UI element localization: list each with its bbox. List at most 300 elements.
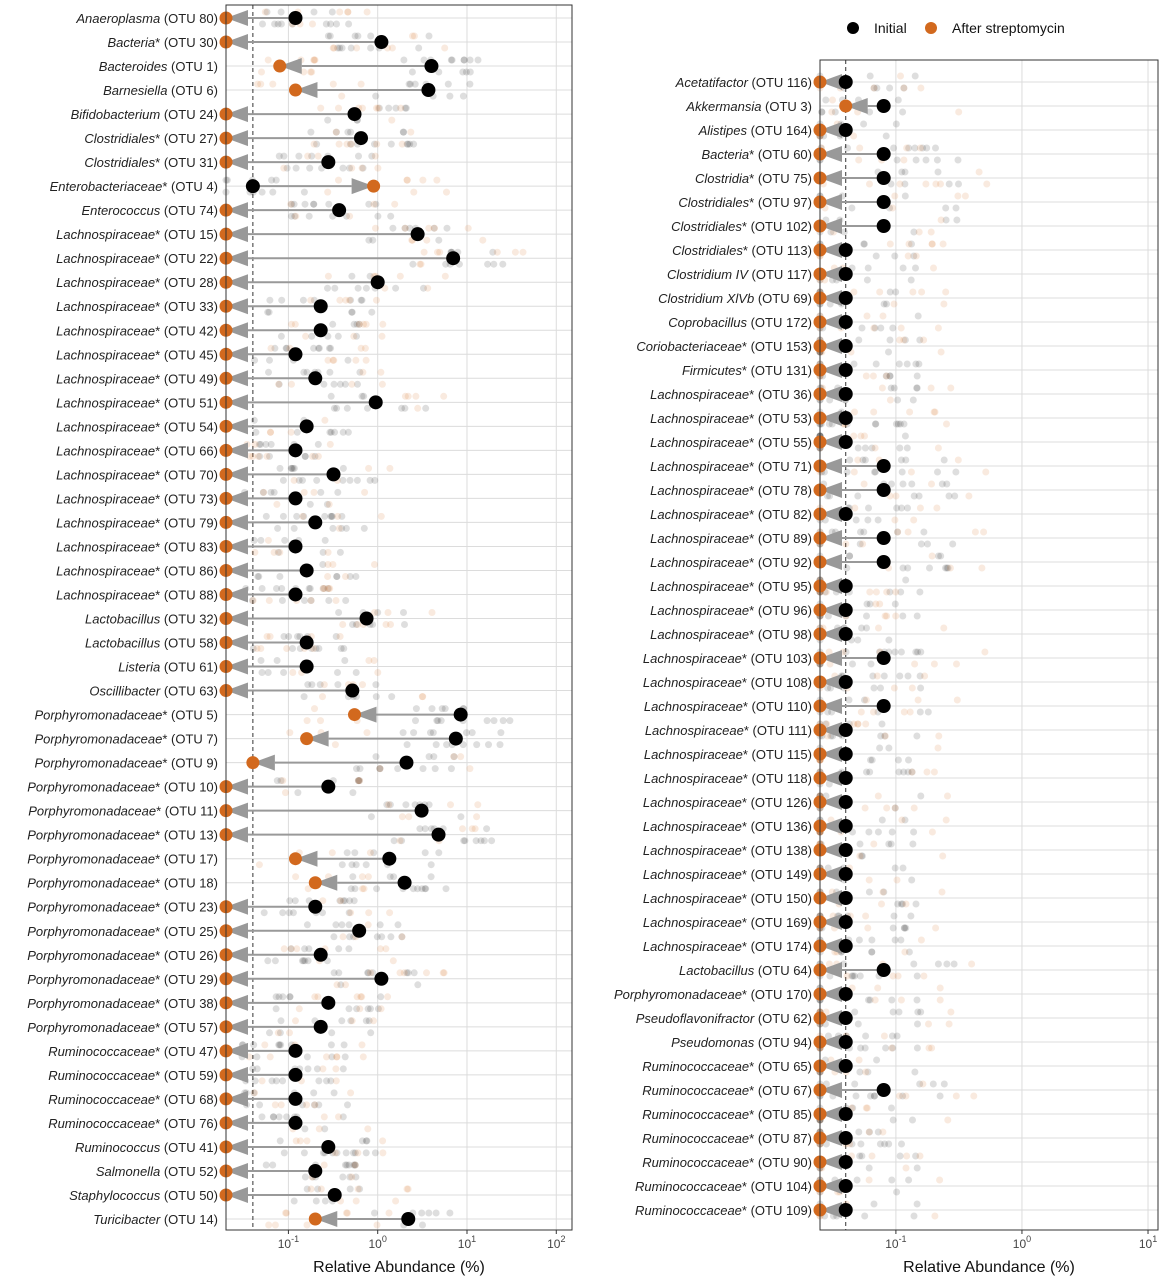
sample-point-initial [324, 117, 331, 124]
taxon-name: Enterococcus [81, 203, 161, 219]
sample-point-initial [446, 93, 453, 100]
sample-point-after [932, 925, 939, 932]
sample-point-after [928, 385, 935, 392]
sample-point-initial [914, 973, 921, 980]
sample-point-after [264, 633, 271, 640]
sample-point-after [862, 913, 869, 920]
unclassified-star: * [749, 483, 755, 498]
sample-point-after [371, 201, 378, 208]
sample-point-initial [902, 457, 909, 464]
sample-point-initial [923, 157, 930, 164]
sample-point-initial [338, 645, 345, 652]
initial-mean-point [308, 1164, 322, 1178]
row-label [650, 387, 812, 402]
sample-point-initial [306, 585, 313, 592]
sample-point-initial [301, 597, 308, 604]
sample-point-initial [843, 565, 850, 572]
sample-point-after [273, 501, 280, 508]
sample-point-after [292, 873, 299, 880]
sample-point-after [870, 709, 877, 716]
sample-point-after [252, 441, 259, 448]
sample-point-initial [891, 649, 898, 656]
otu-id: (OTU 50) [160, 1187, 218, 1203]
row-label [650, 411, 812, 426]
sample-point-after [367, 849, 374, 856]
unclassified-star: * [742, 771, 748, 786]
row-label [675, 75, 812, 90]
sample-point-after [943, 421, 950, 428]
row-label [671, 1035, 812, 1050]
sample-point-after [955, 457, 962, 464]
sample-point-after [330, 357, 337, 364]
taxon-name: Porphyromonadaceae [27, 923, 156, 939]
unclassified-star: * [749, 603, 755, 618]
sample-point-initial [315, 441, 322, 448]
row-label [69, 1188, 218, 1203]
sample-point-initial [400, 729, 407, 736]
sample-point-initial [269, 189, 276, 196]
sample-point-after [378, 1005, 385, 1012]
initial-mean-point [877, 1083, 891, 1097]
sample-point-initial [893, 121, 900, 128]
otu-id: (OTU 18) [160, 875, 218, 891]
sample-point-initial [844, 469, 851, 476]
sample-point-after [356, 321, 363, 328]
sample-point-initial [338, 921, 345, 928]
sample-point-after [333, 129, 340, 136]
sample-point-initial [857, 1141, 864, 1148]
sample-point-initial [866, 1165, 873, 1172]
tick-base: 10 [885, 1237, 899, 1251]
sample-point-initial [353, 861, 360, 868]
row-label [56, 419, 218, 434]
sample-point-initial [894, 397, 901, 404]
sample-point-after [898, 997, 905, 1004]
taxon-name: Ruminococcaceae [642, 1131, 750, 1146]
otu-id: (OTU 26) [160, 947, 218, 963]
sample-point-initial [266, 1029, 273, 1036]
sample-point-after [900, 157, 907, 164]
row-label [56, 467, 218, 482]
sample-point-initial [905, 1177, 912, 1184]
unclassified-star: * [155, 467, 161, 483]
sample-point-initial [942, 205, 949, 212]
sample-point-initial [279, 909, 286, 916]
otu-id: (OTU 60) [754, 147, 812, 162]
sample-point-initial [409, 69, 416, 76]
sample-point-initial [890, 1117, 897, 1124]
initial-mean-point [308, 900, 322, 914]
sample-point-initial [438, 717, 445, 724]
sample-point-initial [293, 165, 300, 172]
sample-point-initial [268, 489, 275, 496]
sample-point-after [894, 877, 901, 884]
sample-point-initial [889, 829, 896, 836]
sample-point-initial [912, 73, 919, 80]
sample-point-after [888, 1045, 895, 1052]
sample-point-initial [902, 169, 909, 176]
sample-point-initial [910, 829, 917, 836]
sample-point-initial [897, 1153, 904, 1160]
row-label [650, 579, 812, 594]
sample-point-after [307, 297, 314, 304]
taxon-name: Lachnospiraceae [56, 563, 156, 579]
taxon-name: Barnesiella [103, 83, 168, 99]
unclassified-star: * [741, 1203, 747, 1218]
sample-point-after [459, 825, 466, 832]
initial-mean-point [877, 555, 891, 569]
initial-mean-point [839, 771, 853, 785]
sample-point-after [925, 1021, 932, 1028]
sample-point-after [353, 1198, 360, 1205]
sample-point-initial [352, 885, 359, 892]
unclassified-star: * [749, 387, 755, 402]
initial-mean-point [839, 939, 853, 953]
sample-point-initial [886, 85, 893, 92]
sample-point-initial [430, 753, 437, 760]
sample-point-after [386, 1210, 393, 1217]
sample-point-after [851, 505, 858, 512]
sample-point-initial [935, 553, 942, 560]
sample-point-after [882, 733, 889, 740]
initial-mean-point [288, 1068, 302, 1082]
otu-id: (OTU 108) [746, 675, 812, 690]
sample-point-initial [278, 297, 285, 304]
sample-point-after [329, 849, 336, 856]
taxon-name: Lachnospiraceae [56, 515, 156, 531]
sample-point-after [323, 1053, 330, 1060]
initial-mean-point [360, 612, 374, 626]
otu-id: (OTU 47) [160, 1043, 218, 1059]
sample-point-after [915, 697, 922, 704]
tick-base: 10 [1138, 1237, 1153, 1251]
sample-point-after [365, 921, 372, 928]
unclassified-star: * [155, 923, 161, 939]
sample-point-initial [905, 673, 912, 680]
unclassified-star: * [749, 1131, 755, 1146]
row-label [56, 299, 218, 314]
sample-point-initial [951, 961, 958, 968]
sample-point-after [391, 201, 398, 208]
sample-point-initial [346, 1005, 353, 1012]
sample-point-initial [335, 945, 342, 952]
sample-point-initial [888, 997, 895, 1004]
row-label [89, 684, 218, 699]
sample-point-after [919, 1081, 926, 1088]
sample-point-after [423, 969, 430, 976]
sample-point-initial [276, 573, 283, 580]
unclassified-star: * [749, 1107, 755, 1122]
initial-mean-point [314, 323, 328, 337]
otu-id: (OTU 62) [754, 1011, 812, 1026]
sample-point-after [930, 265, 937, 272]
sample-point-initial [294, 789, 301, 796]
otu-id: (OTU 59) [160, 1067, 218, 1083]
row-label [27, 972, 218, 987]
sample-point-after [876, 289, 883, 296]
sample-point-after [251, 1089, 258, 1096]
sample-point-after [870, 409, 877, 416]
sample-point-initial [317, 489, 324, 496]
row-label [93, 1212, 218, 1227]
sample-point-initial [331, 381, 338, 388]
sample-point-after [336, 141, 343, 148]
sample-point-initial [259, 585, 266, 592]
taxon-name: Porphyromonadaceae [27, 1019, 156, 1035]
legend-after-marker [925, 22, 937, 34]
sample-point-after [922, 181, 929, 188]
unclassified-star: * [749, 1083, 755, 1098]
sample-point-after [905, 253, 912, 260]
sample-point-after [332, 741, 339, 748]
taxon-name: Lachnospiraceae [642, 939, 742, 954]
sample-point-initial [846, 457, 853, 464]
sample-point-after [361, 885, 368, 892]
sample-point-initial [908, 877, 915, 884]
otu-id: (OTU 96) [754, 603, 812, 618]
sample-point-initial [276, 153, 283, 160]
initial-mean-point [839, 867, 853, 881]
otu-id: (OTU 76) [160, 1115, 218, 1131]
taxon-name: Pseudomonas [671, 1035, 755, 1050]
otu-id: (OTU 13) [160, 827, 218, 843]
taxon-name: Lactobacillus [679, 963, 755, 978]
otu-id: (OTU 136) [746, 819, 812, 834]
sample-point-initial [900, 865, 907, 872]
sample-point-after [397, 273, 404, 280]
sample-point-after [855, 157, 862, 164]
row-label [636, 339, 812, 354]
sample-point-after [359, 873, 366, 880]
initial-mean-point [454, 708, 468, 722]
sample-point-after [379, 381, 386, 388]
sample-point-after [896, 1093, 903, 1100]
sample-point-after [338, 93, 345, 100]
initial-mean-point [877, 699, 891, 713]
sample-point-initial [302, 453, 309, 460]
sample-point-after [893, 493, 900, 500]
unclassified-star: * [155, 491, 161, 507]
row-label [103, 83, 218, 98]
sample-point-initial [857, 973, 864, 980]
sample-point-after [887, 397, 894, 404]
sample-point-after [907, 709, 914, 716]
sample-point-initial [894, 901, 901, 908]
row-label [642, 1131, 812, 1146]
taxon-name: Porphyromonadaceae [27, 779, 156, 795]
sample-point-after [405, 813, 412, 820]
initial-mean-point [839, 123, 853, 137]
otu-id: (OTU 30) [160, 35, 218, 51]
taxon-name: Clostridium XlVb [658, 291, 755, 306]
initial-mean-point [877, 219, 891, 233]
sample-point-initial [917, 793, 924, 800]
sample-point-after [360, 1053, 367, 1060]
sample-point-initial [912, 265, 919, 272]
initial-mean-point [332, 203, 346, 217]
sample-point-after [261, 1041, 268, 1048]
sample-point-after [944, 1117, 951, 1124]
sample-point-initial [846, 553, 853, 560]
row-label [645, 723, 812, 738]
initial-mean-point [877, 171, 891, 185]
sample-point-initial [953, 205, 960, 212]
sample-point-after [424, 285, 431, 292]
sample-point-initial [853, 517, 860, 524]
sample-point-initial [499, 261, 506, 268]
unclassified-star: * [155, 275, 161, 291]
sample-point-initial [416, 825, 423, 832]
taxon-name: Lachnospiraceae [56, 371, 156, 387]
sample-point-initial [879, 817, 886, 824]
otu-id: (OTU 5) [167, 707, 218, 723]
sample-point-after [309, 21, 316, 28]
sample-point-after [353, 45, 360, 52]
sample-point-after [397, 105, 404, 112]
sample-point-after [905, 529, 912, 536]
sample-point-initial [306, 213, 313, 220]
initial-mean-point [877, 147, 891, 161]
sample-point-initial [347, 477, 354, 484]
row-label [650, 435, 812, 450]
sample-point-initial [917, 685, 924, 692]
sample-point-after [311, 705, 318, 712]
sample-point-after [887, 241, 894, 248]
otu-id: (OTU 66) [160, 443, 218, 459]
sample-point-after [906, 409, 913, 416]
sample-point-after [332, 1065, 339, 1072]
taxon-name: Salmonella [95, 1163, 161, 1179]
otu-id: (OTU 115) [747, 747, 812, 762]
initial-mean-point [839, 387, 853, 401]
sample-point-after [259, 1077, 266, 1084]
sample-point-after [861, 481, 868, 488]
sample-point-initial [892, 601, 899, 608]
sample-point-after [409, 33, 416, 40]
otu-id: (OTU 33) [160, 299, 218, 315]
taxon-name: Porphyromonadaceae [27, 827, 156, 843]
sample-point-initial [349, 873, 356, 880]
sample-point-initial [848, 205, 855, 212]
unclassified-star: * [155, 947, 161, 963]
sample-point-after [874, 673, 881, 680]
otu-id: (OTU 61) [160, 659, 218, 675]
initial-mean-point [288, 1092, 302, 1106]
sample-point-initial [916, 493, 923, 500]
sample-point-initial [899, 613, 906, 620]
sample-point-after [457, 753, 464, 760]
taxon-name: Lachnospiraceae [56, 491, 156, 507]
sample-point-after [878, 901, 885, 908]
sample-point-initial [349, 789, 356, 796]
sample-point-initial [291, 1198, 298, 1205]
sample-point-after [358, 81, 365, 88]
sample-point-initial [305, 1065, 312, 1072]
initial-mean-point [839, 891, 853, 905]
otu-id: (OTU 23) [160, 899, 218, 915]
taxon-name: Lachnospiraceae [643, 699, 743, 714]
sample-point-initial [888, 1177, 895, 1184]
sample-point-initial [911, 1069, 918, 1076]
taxon-name: Porphyromonadaceae [27, 971, 156, 987]
sample-point-after [344, 9, 351, 16]
after-mean-point [300, 732, 313, 745]
sample-point-after [928, 1045, 935, 1052]
unclassified-star: * [162, 731, 168, 747]
sample-point-initial [274, 657, 281, 664]
legend-after-label: After streptomycin [952, 20, 1065, 36]
initial-mean-point [839, 1155, 853, 1169]
sample-point-after [325, 549, 332, 556]
legend-initial-label: Initial [874, 20, 907, 36]
initial-mean-point [839, 1035, 853, 1049]
sample-point-initial [320, 381, 327, 388]
taxon-name: Lachnospiraceae [56, 587, 156, 603]
sample-point-after [260, 489, 267, 496]
sample-point-after [512, 249, 519, 256]
initial-mean-point [246, 179, 260, 193]
otu-id: (OTU 63) [160, 683, 218, 699]
sample-point-after [356, 1005, 363, 1012]
sample-point-after [344, 1210, 351, 1217]
initial-mean-point [839, 843, 853, 857]
initial-mean-point [839, 675, 853, 689]
x-tick-label [1013, 1234, 1031, 1251]
sample-point-after [494, 249, 501, 256]
initial-mean-point [288, 11, 302, 25]
sample-point-after [891, 517, 898, 524]
sample-point-after [447, 801, 454, 808]
unclassified-star: * [155, 515, 161, 531]
taxon-name: Turicibacter [93, 1212, 161, 1227]
sample-point-initial [363, 285, 370, 292]
initial-mean-point [877, 531, 891, 545]
sample-point-after [333, 597, 340, 604]
otu-id: (OTU 64) [754, 963, 812, 978]
otu-id: (OTU 11) [161, 803, 218, 819]
unclassified-star: * [155, 539, 161, 555]
row-label [27, 924, 218, 939]
sample-point-after [924, 769, 931, 776]
sample-point-initial [913, 901, 920, 908]
taxon-name: Lachnospiraceae [56, 347, 156, 363]
sample-point-after [947, 1009, 954, 1016]
sample-point-initial [400, 129, 407, 136]
sample-point-initial [349, 309, 356, 316]
sample-point-initial [855, 337, 862, 344]
initial-mean-point [839, 291, 853, 305]
sample-point-after [304, 153, 311, 160]
sample-point-initial [862, 445, 869, 452]
otu-id: (OTU 149) [746, 867, 812, 882]
initial-mean-point [432, 828, 446, 842]
initial-mean-point [411, 227, 425, 241]
sample-point-initial [854, 637, 861, 644]
sample-point-initial [344, 405, 351, 412]
tick-exponent: -1 [291, 1234, 300, 1244]
row-label [85, 612, 218, 627]
sample-point-after [929, 829, 936, 836]
sample-point-after [359, 681, 366, 688]
sample-point-initial [278, 21, 285, 28]
sample-point-after [374, 669, 381, 676]
unclassified-star: * [155, 395, 161, 411]
initial-mean-point [839, 603, 853, 617]
sample-point-after [410, 189, 417, 196]
row-label [650, 483, 812, 498]
tick-base: 10 [368, 1237, 382, 1251]
sample-point-initial [506, 717, 513, 724]
